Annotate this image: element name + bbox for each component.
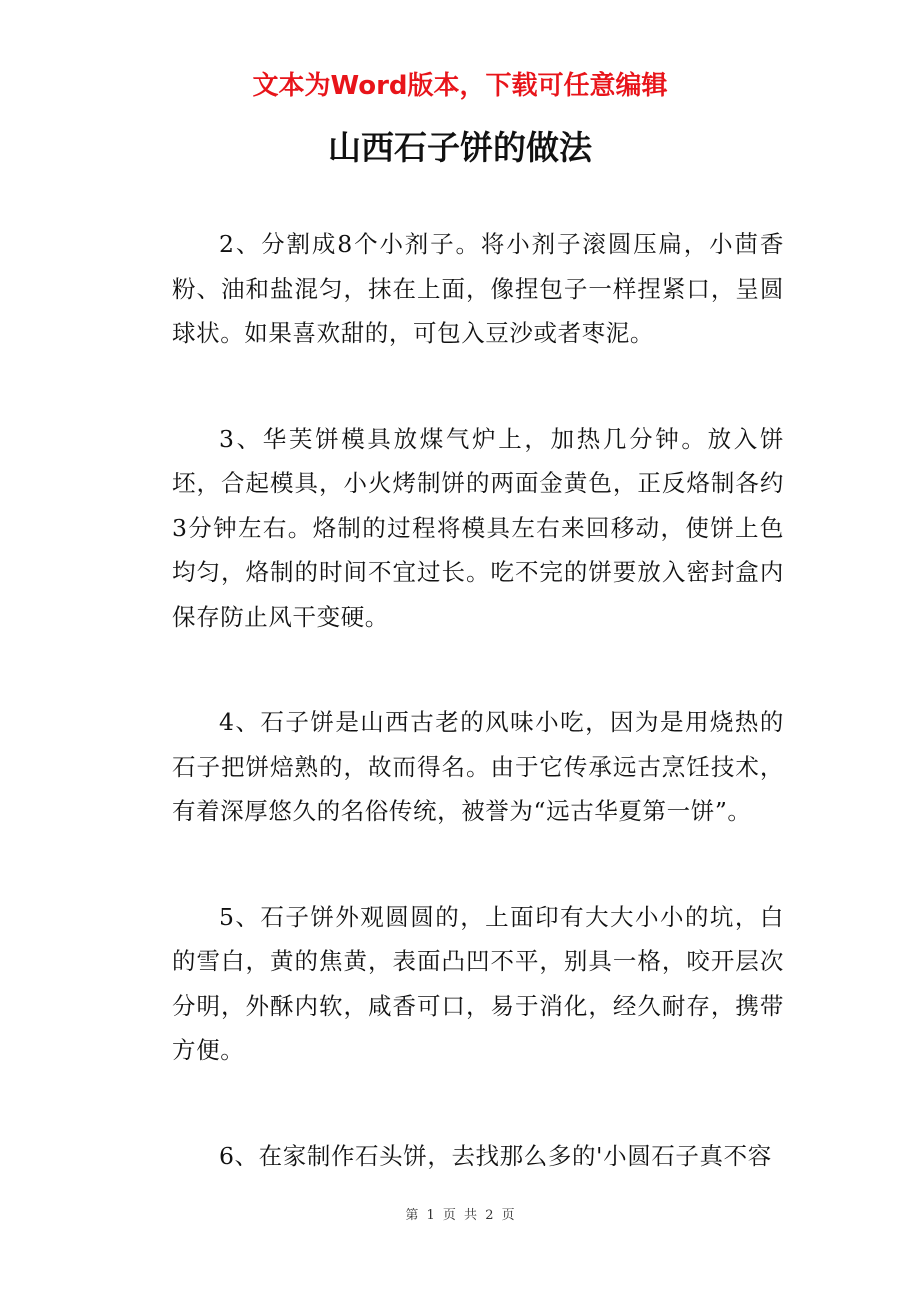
editable-version-banner: 文本为Word版本，下载可任意编辑	[252, 71, 668, 101]
paragraph-step-6: 6、在家制作石头饼，去找那么多的'小圆石子真不容	[219, 1141, 772, 1170]
paragraph-step-3: 3、华芙饼模具放煤气炉上，加热几分钟。放入饼坯，合起模具，小火烤制饼的两面金黄色，正反烙制各约3分钟左右。烙制的过程将模具左右来回移动，使饼上色均匀，烙制的时间不宜过长。吃不完的饼要放入密封盒内保存防止风干变硬。	[172, 424, 784, 631]
article-body	[172, 222, 784, 1239]
paragraph-step-5: 5、石子饼外观圆圆的，上面印有大大小小的坑，白的雪白，黄的焦黄，表面凸凹不平，别具一格，咬开层次分明，外酥内软，咸香可口，易于消化，经久耐存，携带方便。	[172, 902, 784, 1064]
page-number-footer: 第 1 页 共 2 页	[405, 1208, 515, 1223]
page-title: 山西石子饼的做法	[328, 128, 592, 167]
paragraph-step-2: 2、分割成8个小剂子。将小剂子滚圆压扁，小茴香粉、油和盐混匀，抹在上面，像捏包子一样捏紧口，呈圆球状。如果喜欢甜的，可包入豆沙或者枣泥。	[172, 230, 784, 347]
paragraph-step-4: 4、石子饼是山西古老的风味小吃，因为是用烧热的石子把饼焙熟的，故而得名。由于它传承远古烹饪技术，有着深厚悠久的名俗传统，被誉为“远古华夏第一饼”。	[172, 708, 784, 825]
